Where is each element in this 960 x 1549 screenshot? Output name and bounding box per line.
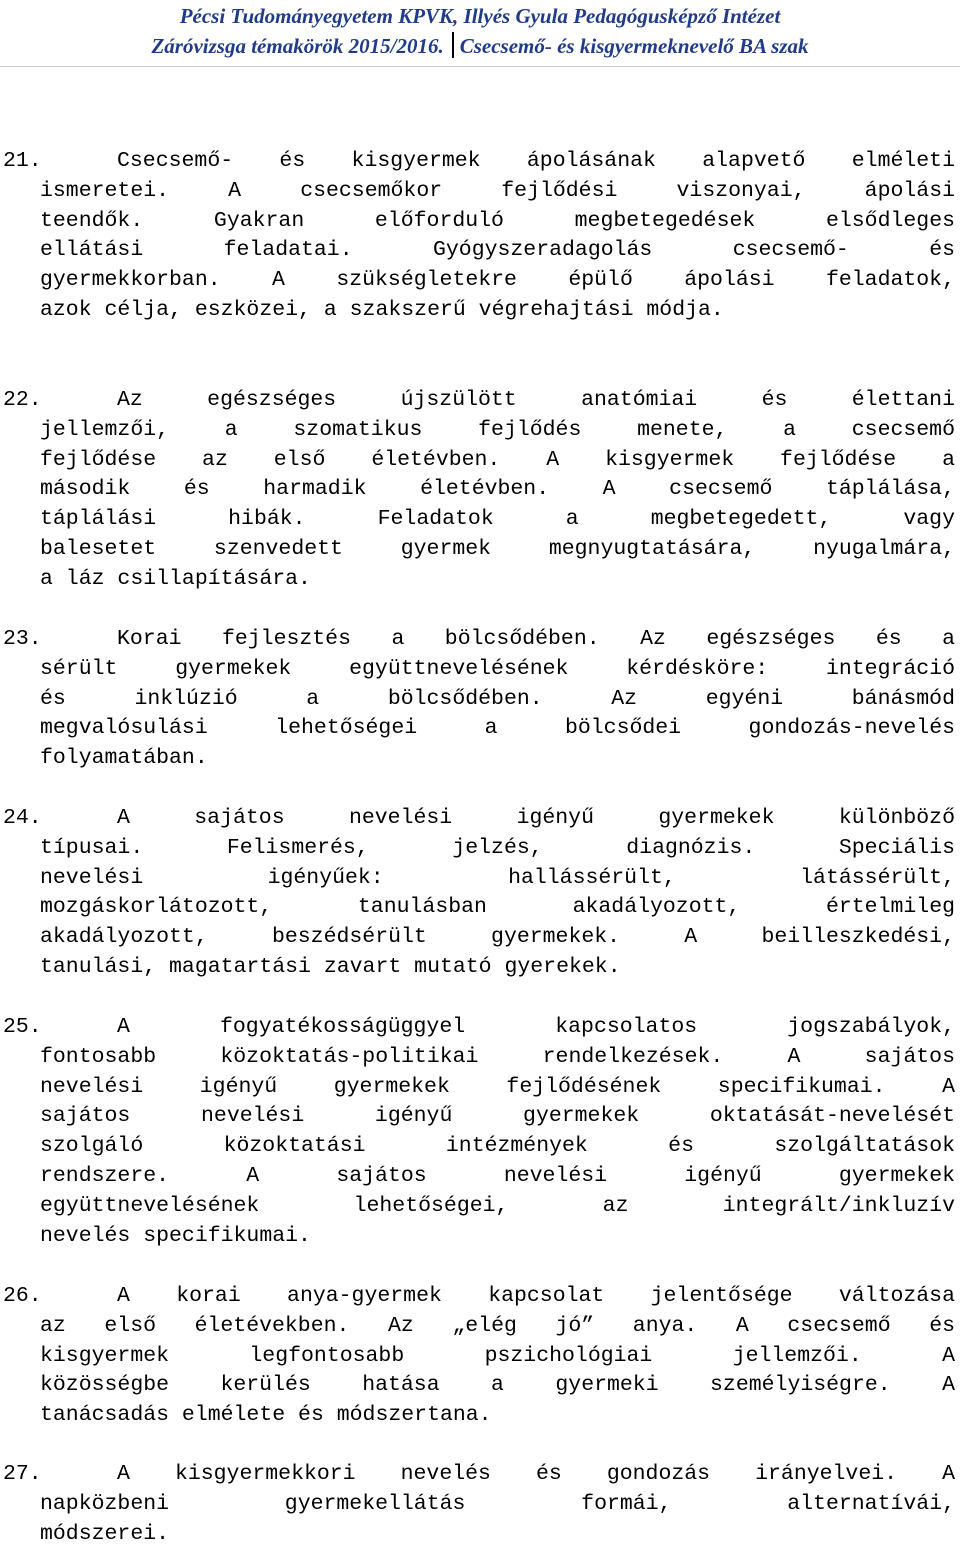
- topic-line: [0, 1401, 960, 1431]
- topic-text: nevelési igényűek: hallássérült, látássérült,: [40, 865, 955, 890]
- topic-line: [0, 1192, 960, 1222]
- topic-text: rendszere. A sajátos nevelési igényű gyermekek: [40, 1163, 955, 1188]
- topic-text: mozgáskorlátozott, tanulásban akadályozott, értelmileg: [40, 895, 955, 920]
- topic-text: az első életévekben. Az „elég jó” anya. A csecsemő és: [40, 1313, 955, 1338]
- topic-text: teendők. Gyakran előforduló megbetegedések elsődleges: [40, 208, 955, 233]
- topic-text: második és harmadik életévben. A csecsemő táplálása,: [40, 477, 955, 502]
- topic-text: típusai. Felismerés, jelzés, diagnózis. Speciális: [40, 835, 955, 860]
- topic-text: Csecsemő- és kisgyermek ápolásának alapvető elméleti: [117, 149, 955, 173]
- topic-text: ismeretei. A csecsemőkor fejlődési viszonyai, ápolási: [40, 178, 955, 203]
- topic-number: 21.: [3, 149, 42, 173]
- topic-text: és inklúzió a bölcsődében. Az egyéni bánásmód: [40, 686, 955, 711]
- topic-text: megvalósulási lehetőségei a bölcsődei gondozás-nevelés: [40, 716, 955, 741]
- topic-line: [0, 505, 960, 535]
- topic-line: [0, 1132, 960, 1162]
- topic-text: balesetet szenvedett gyermek megnyugtatására, nyugalmára,: [40, 536, 955, 561]
- topic-item: [0, 1460, 960, 1549]
- topic-number: 26.: [3, 1284, 42, 1308]
- topic-line: [0, 1222, 960, 1252]
- topic-line: [0, 714, 960, 744]
- topic-line: [0, 685, 960, 715]
- topic-line: [0, 1371, 960, 1401]
- topic-text: a láz csillapítására.: [40, 566, 311, 591]
- topic-line: [0, 296, 960, 326]
- topic-line: [0, 804, 960, 834]
- header-divider: [0, 66, 960, 67]
- topic-number: 24.: [3, 806, 42, 830]
- topic-text: fontosabb közoktatás-politikai rendelkezések. A sajátos: [40, 1044, 955, 1069]
- topic-text: sérült gyermekek együttnevelésének kérdésköre: integráció: [40, 656, 955, 681]
- topic-text: tanulási, magatartási zavart mutató gyerekek.: [40, 954, 621, 979]
- topic-text: napközbeni gyermekellátás formái, alternatívái,: [40, 1491, 955, 1516]
- topic-line: [0, 744, 960, 774]
- topic-text: sajátos nevelési igényű gyermekek oktatását-nevelését: [40, 1104, 955, 1129]
- topic-line: [0, 475, 960, 505]
- topic-line: [0, 1490, 960, 1520]
- topic-line: [0, 266, 960, 296]
- topic-text: együttnevelésének lehetőségei, az integrált/inkluzív: [40, 1193, 955, 1218]
- topic-line: [0, 953, 960, 983]
- topic-line: [0, 207, 960, 237]
- topic-line: [0, 1162, 960, 1192]
- topic-line: [0, 446, 960, 476]
- topic-text: Az egészséges újszülött anatómiai és élettani: [117, 388, 955, 412]
- topic-line: [0, 386, 960, 416]
- topic-line: [0, 1342, 960, 1372]
- topic-text: nevelés specifikumai.: [40, 1223, 311, 1248]
- topic-line: [0, 1102, 960, 1132]
- topic-line: [0, 864, 960, 894]
- topic-line: [0, 625, 960, 655]
- topic-line: [0, 236, 960, 266]
- topic-text: fejlődése az első életévben. A kisgyermek fejlődése a: [40, 447, 955, 472]
- topic-line: [0, 1460, 960, 1490]
- topic-line: [0, 655, 960, 685]
- topic-text: tanácsadás elmélete és módszertana.: [40, 1403, 492, 1428]
- topic-number: 22.: [3, 388, 42, 412]
- topic-line: [0, 147, 960, 177]
- topic-line: [0, 834, 960, 864]
- topic-text: A fogyatékosságüggyel kapcsolatos jogszabályok,: [117, 1015, 955, 1039]
- topic-text: gyermekkorban. A szükségletekre épülő ápolási feladatok,: [40, 268, 955, 293]
- topic-line: [0, 1013, 960, 1043]
- topic-item: [0, 147, 960, 326]
- topic-item: [0, 1013, 960, 1251]
- topic-line: [0, 565, 960, 595]
- topic-text: szolgáló közoktatási intézmények és szolgáltatások: [40, 1134, 955, 1159]
- topic-line: [0, 177, 960, 207]
- topic-line: [0, 1073, 960, 1103]
- topic-text: folyamatában.: [40, 746, 208, 771]
- topic-text: módszerei.: [40, 1521, 170, 1546]
- topic-number: 27.: [3, 1462, 42, 1486]
- topic-text: A sajátos nevelési igényű gyermekek különböző: [117, 806, 955, 830]
- header-exam-topics: Záróvizsga témakörök 2015/2016.: [151, 34, 444, 58]
- topic-text: Korai fejlesztés a bölcsődében. Az egészséges és a: [117, 627, 955, 651]
- topic-item: [0, 1282, 960, 1431]
- topic-text: közösségbe kerülés hatása a gyermeki személyiségre. A: [40, 1373, 955, 1398]
- topic-text: A kisgyermekkori nevelés és gondozás irányelvei. A: [117, 1462, 955, 1486]
- topic-line: [0, 893, 960, 923]
- topic-text: jellemzői, a szomatikus fejlődés menete, a csecsemő: [40, 417, 955, 442]
- header-program: Csecsemő- és kisgyermeknevelő BA szak: [459, 34, 809, 58]
- topic-line: [0, 535, 960, 565]
- header-separator: [452, 32, 454, 58]
- header-institution: Pécsi Tudományegyetem KPVK, Illyés Gyula Pedagógusképző Intézet: [179, 4, 781, 28]
- header-subtitle: [0, 32, 960, 60]
- topic-number: 23.: [3, 627, 42, 651]
- topic-line: [0, 1282, 960, 1312]
- topic-item: [0, 386, 960, 595]
- topic-text: azok célja, eszközei, a szakszerű végrehajtási módja.: [40, 297, 724, 322]
- topic-line: [0, 923, 960, 953]
- topic-line: [0, 1312, 960, 1342]
- topic-number: 25.: [3, 1015, 42, 1039]
- topic-text: akadályozott, beszédsérült gyermekek. A beilleszkedési,: [40, 925, 955, 950]
- topic-text: táplálási hibák. Feladatok a megbetegedett, vagy: [40, 507, 955, 532]
- topic-item: [0, 804, 960, 983]
- topic-text: kisgyermek legfontosabb pszichológiai jellemzői. A: [40, 1343, 955, 1368]
- topic-line: [0, 416, 960, 446]
- topic-text: ellátási feladatai. Gyógyszeradagolás csecsemő- és: [40, 238, 955, 263]
- topic-line: [0, 1043, 960, 1073]
- topic-text: nevelési igényű gyermekek fejlődésének specifikumai. A: [40, 1074, 955, 1099]
- topic-text: A korai anya-gyermek kapcsolat jelentősége változása: [117, 1284, 955, 1308]
- topic-item: [0, 625, 960, 774]
